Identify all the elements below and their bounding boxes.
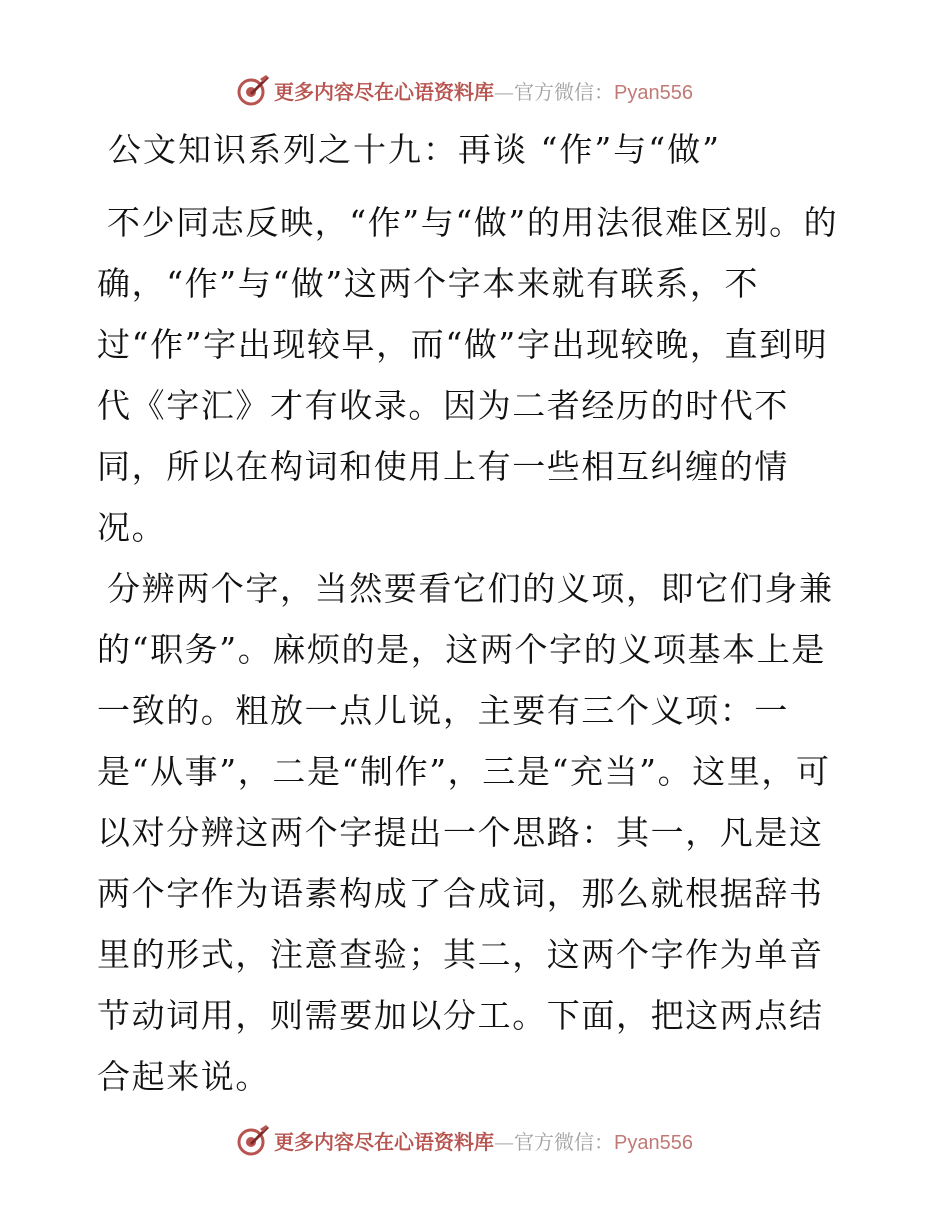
banner-brand: 更多内容尽在心语资料库 bbox=[274, 79, 494, 104]
banner-separator: — bbox=[494, 1129, 514, 1154]
banner-wechat-label: 官方微信： bbox=[514, 79, 614, 104]
quill-seal-icon bbox=[236, 1123, 270, 1157]
banner-wechat-id: Pyan556 bbox=[614, 81, 693, 104]
header-banner bbox=[0, 68, 950, 112]
paragraph-2: 分辨两个字，当然要看它们的义项，即它们身兼的“职务”。麻烦的是，这两个字的义项基本上是一致的。粗放一点儿说，主要有三个义项：一是“从事”，二是“制作”，三是“充当”。这里，可以对分辨这两个字提出一个思路：其一，凡是这两个字作为语素构成了合成词，那么就根据辞书里的形式，注意查验；其二，这两个字作为单音节动词用，则需要加以分工。下面，把这两点结合起来说。 bbox=[97, 569, 834, 1096]
quill-seal-icon bbox=[236, 73, 270, 107]
document-title: 公文知识系列之十九：再谈 “作”与“做” bbox=[108, 130, 721, 169]
banner-wechat-id: Pyan556 bbox=[614, 1131, 693, 1154]
footer-banner bbox=[0, 1118, 950, 1162]
banner-content bbox=[236, 72, 693, 108]
banner-brand: 更多内容尽在心语资料库 bbox=[274, 1129, 494, 1154]
banner-content bbox=[236, 1122, 693, 1158]
banner-separator: — bbox=[494, 79, 514, 104]
paragraph-1: 不少同志反映，“作”与“做”的用法很难区别。的确，“作”与“做”这两个字本来就有联系，不过“作”字出现较早，而“做”字出现较晚，直到明代《字汇》才有收录。因为二者经历的时代不同，所以在构词和使用上有一些相互纠缠的情况。 bbox=[97, 203, 839, 547]
banner-wechat-label: 官方微信： bbox=[514, 1129, 614, 1154]
